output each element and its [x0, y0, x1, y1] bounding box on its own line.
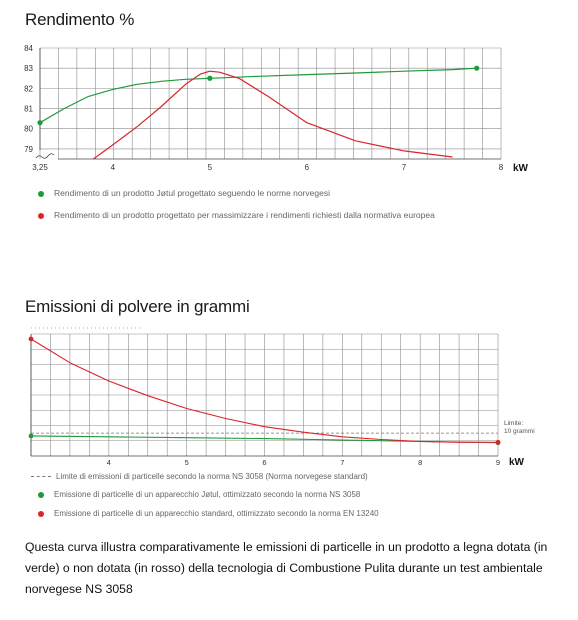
caption: Questa curva illustra comparativamente le emissioni di particelle in un prodotto a legna dotata (in verde) o non dotata (in rosso) della tecnologia di Combustione Pulita durante un test ambientale norvegese NS 3058	[25, 540, 548, 596]
data-point	[29, 433, 34, 438]
x-axis-label: kW	[513, 163, 528, 174]
x-tick-label: 7	[401, 163, 407, 172]
x-tick-label: 5	[207, 163, 213, 172]
legend-label: Rendimento di un prodotto Jøtul progettato seguendo le norme norvegesi	[54, 188, 330, 198]
legend-label: Limite di emissioni di particelle secondo la norma NS 3058 (Norma norvegese standard)	[56, 472, 368, 481]
x-tick-label: 6	[262, 458, 267, 467]
data-point	[29, 337, 34, 342]
chart1-legend-green	[38, 188, 330, 198]
x-tick-label: 7	[340, 458, 345, 467]
x-tick-label: 8	[498, 163, 504, 172]
y-tick-label: 82	[24, 84, 33, 94]
data-point	[496, 440, 501, 445]
x-tick-label: 4	[110, 163, 116, 172]
x-tick-label: 3,25	[32, 163, 48, 172]
y-tick-label: 81	[24, 104, 33, 114]
chart1-legend-red	[38, 210, 435, 220]
legend-label: Emissione di particelle di un apparecchio standard, ottimizzato secondo la norma EN 13240	[54, 509, 379, 518]
x-tick-label: 8	[418, 458, 423, 467]
y-tick-label: 84	[24, 44, 33, 53]
red-dot-icon	[38, 511, 44, 517]
x-tick-label: 4	[106, 458, 111, 467]
chart2-legend-green	[38, 490, 360, 499]
legend-label: Emissione di particelle di un apparecchio Jøtul, ottimizzato secondo la norma NS 3058	[54, 490, 361, 499]
dashed-line-icon	[31, 476, 51, 477]
x-tick-label: 6	[304, 163, 310, 172]
green-dot-icon	[38, 191, 44, 197]
chart2-legend-red	[38, 509, 379, 518]
y-tick-label: 83	[24, 64, 33, 74]
red-dot-icon	[38, 213, 44, 219]
x-axis-label: kW	[509, 457, 524, 468]
chart2-title: Emissioni di polvere in grammi	[25, 297, 250, 316]
x-tick-label: 5	[184, 458, 189, 467]
y-tick-label: 79	[24, 144, 33, 154]
x-tick-label: 9	[495, 458, 501, 467]
limit-label: Limite:	[504, 420, 524, 427]
legend-label: Rendimento di un prodotto progettato per massimizzare i rendimenti richiesti dalla normativa europea	[54, 210, 435, 220]
green-dot-icon	[38, 492, 44, 498]
limit-label: 10 grammi	[504, 428, 535, 435]
y-tick-label: 80	[24, 124, 33, 134]
chart2-legend-limit	[31, 472, 368, 481]
chart1-title: Rendimento %	[25, 10, 135, 29]
